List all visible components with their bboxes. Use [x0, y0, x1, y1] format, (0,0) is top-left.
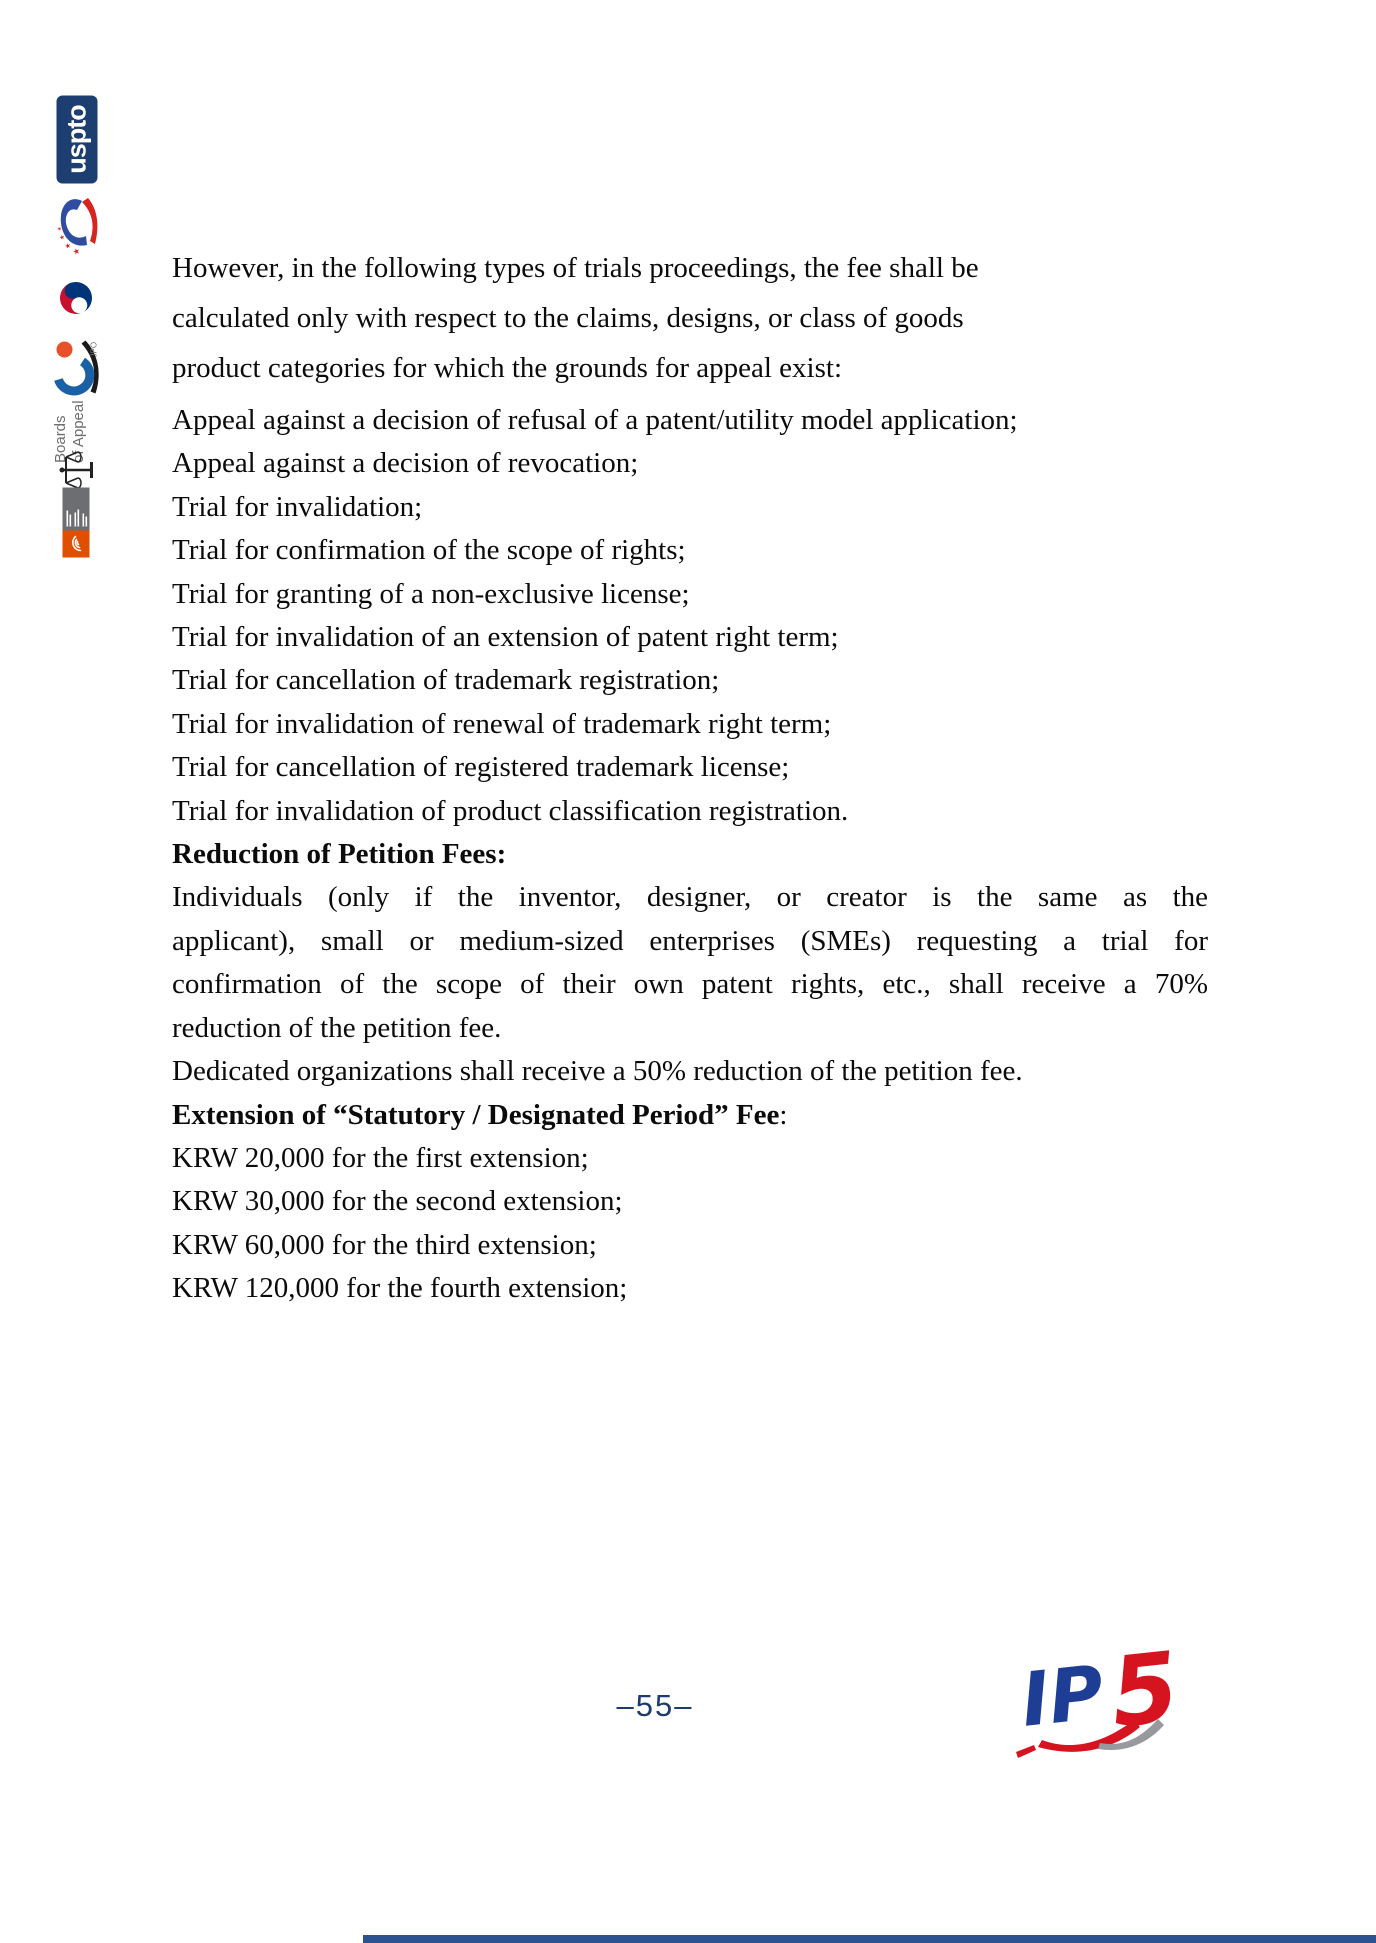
intro-line: calculated only with respect to the claims, designs, or class of goods [172, 302, 964, 334]
trial-type-item: Appeal against a decision of revocation; [172, 447, 639, 480]
trial-type-item: Trial for cancellation of trademark registration; [172, 664, 720, 697]
reduction-line: Individuals (only if the inventor, designer, or creator is the same as the [172, 881, 1208, 914]
boards-label-line1: Boards [52, 415, 69, 463]
trial-type-item: Trial for granting of a non-exclusive license; [172, 577, 690, 610]
document-body [172, 243, 1208, 1311]
reduction-line: applicant), small or medium-sized enterprises (SMEs) requesting a trial for [172, 924, 1208, 957]
svg-text:★: ★ [72, 247, 81, 255]
reduction-line: confirmation of the scope of their own patent rights, etc., shall receive a 70% [172, 968, 1208, 1001]
page-number: –55– [616, 1688, 694, 1723]
dedicated-organizations-line: Dedicated organizations shall receive a 50% reduction of the petition fee. [172, 1055, 1023, 1088]
svg-text:★: ★ [58, 226, 63, 231]
trial-type-item: Trial for invalidation of product classification registration. [172, 794, 849, 827]
footer-rule [363, 1935, 1376, 1943]
intro-line: However, in the following types of trials proceedings, the fee shall be [172, 252, 979, 284]
extension-heading-colon: : [779, 1098, 788, 1131]
trial-type-item: Appeal against a decision of refusal of a patent/utility model application; [172, 404, 1018, 436]
ip5-logo [1008, 1628, 1193, 1768]
trial-type-list [172, 399, 1208, 833]
reduction-paragraph [172, 876, 1208, 1050]
extension-fee-item: KRW 60,000 for the third extension; [172, 1228, 597, 1261]
extension-fee-item: KRW 30,000 for the second extension; [172, 1185, 623, 1218]
svg-text:★: ★ [60, 234, 66, 240]
ip5-logo-ip-text: IP [1017, 1649, 1108, 1744]
uspto-logo-label: uspto [61, 105, 92, 174]
boards-label-line2: of Appeal [70, 400, 87, 463]
trial-type-item: Trial for cancellation of registered trademark license; [172, 751, 790, 784]
trial-type-item: Trial for confirmation of the scope of rights; [172, 534, 686, 567]
trial-type-item: Trial for invalidation; [172, 490, 423, 523]
ip5-logo-five-text: 5 [1105, 1630, 1184, 1750]
intro-paragraph [172, 243, 1208, 393]
kipo-taegeuk-icon [56, 267, 96, 329]
intro-line: product categories for which the grounds for appeal exist: [172, 352, 843, 384]
trial-type-item: Trial for invalidation of an extension of patent right term; [172, 621, 839, 654]
scales-of-justice-icon [55, 449, 97, 491]
trial-type-item: Trial for invalidation of renewal of trademark right term; [172, 707, 832, 740]
jpo-logo-label: JPO [89, 341, 99, 358]
uspto-logo [57, 96, 98, 184]
extension-heading [172, 1094, 1208, 1137]
reduction-line: reduction of the petition fee. [172, 1011, 502, 1044]
extension-fee-list [172, 1137, 1208, 1311]
cnipa-emblem-icon [55, 193, 99, 259]
extension-heading-text: Extension of “Statutory / Designated Period” Fee [172, 1098, 780, 1131]
reduction-of-petition-fees-heading: Reduction of Petition Fees: [172, 838, 507, 871]
extension-fee-item: KRW 20,000 for the first extension; [172, 1141, 589, 1174]
epo-logo-icon [63, 488, 90, 558]
extension-fee-item: KRW 120,000 for the fourth extension; [172, 1272, 628, 1305]
svg-text:★: ★ [64, 242, 72, 249]
